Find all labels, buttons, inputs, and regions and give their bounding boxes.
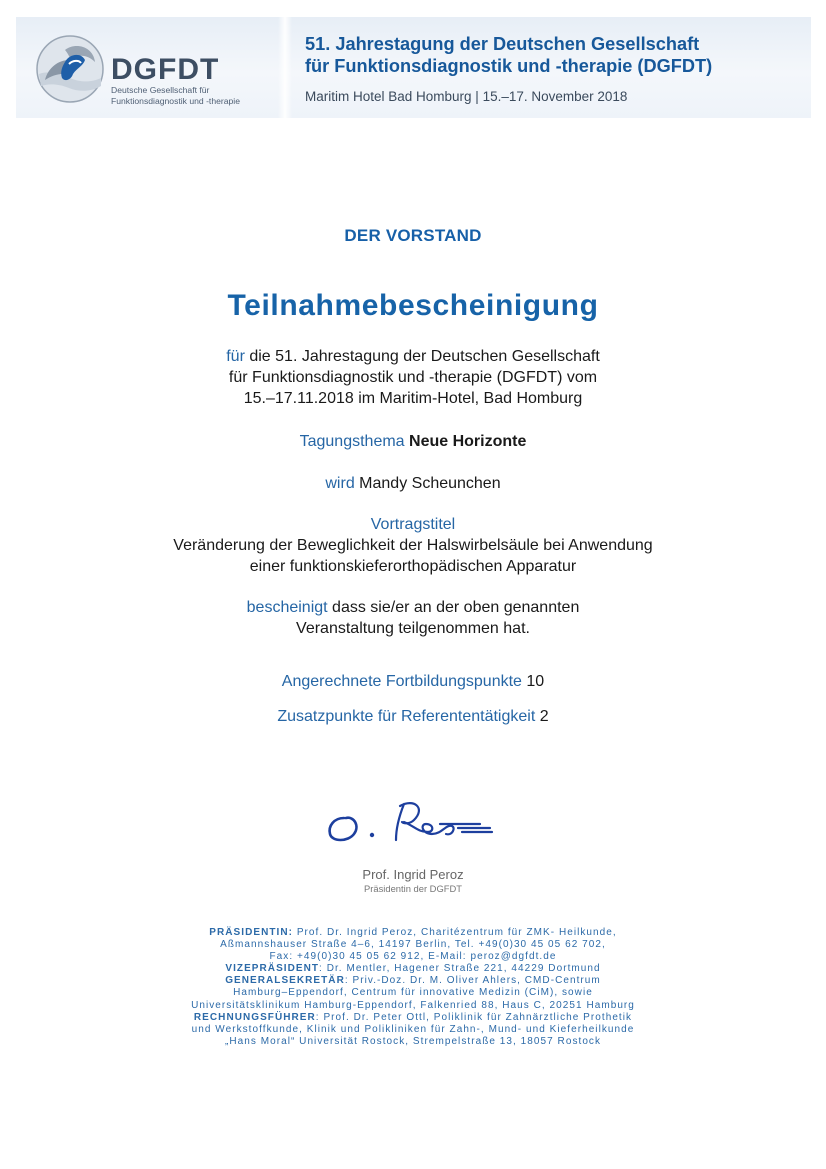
vice-president-label: VIZEPRÄSIDENT [225,963,320,975]
talk-section [0,514,826,577]
secretary-line1: : Priv.-Doz. Dr. M. Oliver Ahlers, CMD-Centrum [344,975,601,987]
intro-line3: 15.–17.11.2018 im Maritim-Hotel, Bad Homburg [243,390,583,407]
intro-line1: die 51. Jahrestagung der Deutschen Gesellschaft [249,348,600,365]
talk-label: Vortragstitel [370,516,456,533]
points-value: 10 [526,673,545,690]
treasurer-line2: und Werkstoffkunde, Klinik und Polikliniken für Zahn-, Mund- und Kieferheilkunde [191,1023,635,1035]
recipient-keyword: wird [325,475,355,492]
extra-points-label: Zusatzpunkte für Referententätigkeit [277,708,536,725]
recipient-name: Mandy Scheunchen [359,475,501,492]
confirm-line2: Veranstaltung teilgenommen hat. [296,620,530,637]
confirmation [0,597,826,639]
president-label: PRÄSIDENTIN: [209,927,293,938]
logo-subtitle-line2: Funktionsdiagnostik und -therapie [111,96,240,106]
signer-role: Präsidentin der DGFDT [364,883,462,894]
secretary-line3: Universitätsklinikum Hamburg-Eppendorf, Falkenried 88, Haus C, 20251 Hamburg [191,999,635,1011]
event-title-line2: für Funktionsdiagnostik und -therapie (DGFDT) [305,56,713,76]
vice-president-text: : Dr. Mentler, Hagener Straße 221, 44229 Dortmund [319,963,601,975]
theme-value: Neue Horizonte [409,433,527,450]
confirm-keyword: bescheinigt [246,599,328,616]
intro-keyword: für [226,348,245,365]
treasurer-label: RECHNUNGSFÜHRER [193,1011,316,1023]
president-line3: Fax: +49(0)30 45 05 62 912, E-Mail: peroz@dgfdt.de [269,951,557,963]
footer-board-contacts [0,927,826,1048]
event-title [305,33,712,77]
conference-theme [0,431,826,452]
treasurer-line3: „Hans Moral“ Universität Rostock, Strempelstraße 13, 18057 Rostock [224,1035,602,1047]
event-title-line1: 51. Jahrestagung der Deutschen Gesellschaft [305,34,700,54]
training-points [0,671,826,692]
certificate-title: Teilnahmebescheinigung [227,289,599,322]
header-banner [16,17,811,118]
board-label: DER VORSTAND [344,226,482,245]
logo-name: DGFDT [111,53,220,86]
theme-label: Tagungsthema [299,433,405,450]
recipient [0,473,826,494]
event-venue: Maritim Hotel Bad Homburg | 15.–17. November 2018 [305,89,628,104]
event-intro [0,346,826,409]
banner-divider [278,17,292,118]
treasurer-line1: : Prof. Dr. Peter Ottl, Poliklinik für Zahnärztliche Prothetik [315,1011,633,1023]
signer-name: Prof. Ingrid Peroz [362,867,464,882]
secretary-label: GENERALSEKRETÄR [225,975,345,987]
logo-subtitle-line1: Deutsche Gesellschaft für [111,85,210,95]
logo-subtitle [111,85,240,107]
president-line1: Prof. Dr. Ingrid Peroz, Charitézentrum für ZMK- Heilkunde, [296,927,617,938]
points-label: Angerechnete Fortbildungspunkte [281,673,522,690]
talk-title-line2: einer funktionskieferorthopädischen Apparatur [249,558,577,575]
confirm-line1: dass sie/er an der oben genannten [332,599,580,616]
extra-points-value: 2 [539,708,549,725]
intro-line2: für Funktionsdiagnostik und -therapie (DGFDT) vom [228,369,598,386]
speaker-points [0,706,826,727]
dgfdt-logo-icon [35,34,105,104]
talk-title-line1: Veränderung der Beweglichkeit der Halswirbelsäule bei Anwendung [173,537,653,554]
signature-icon [322,798,502,850]
secretary-line2: Hamburg–Eppendorf, Centrum für innovative Medizin (CiM), sowie [233,987,593,999]
president-line2: Aßmannshauser Straße 4–6, 14197 Berlin, Tel. +49(0)30 45 05 62 702, [220,939,606,951]
